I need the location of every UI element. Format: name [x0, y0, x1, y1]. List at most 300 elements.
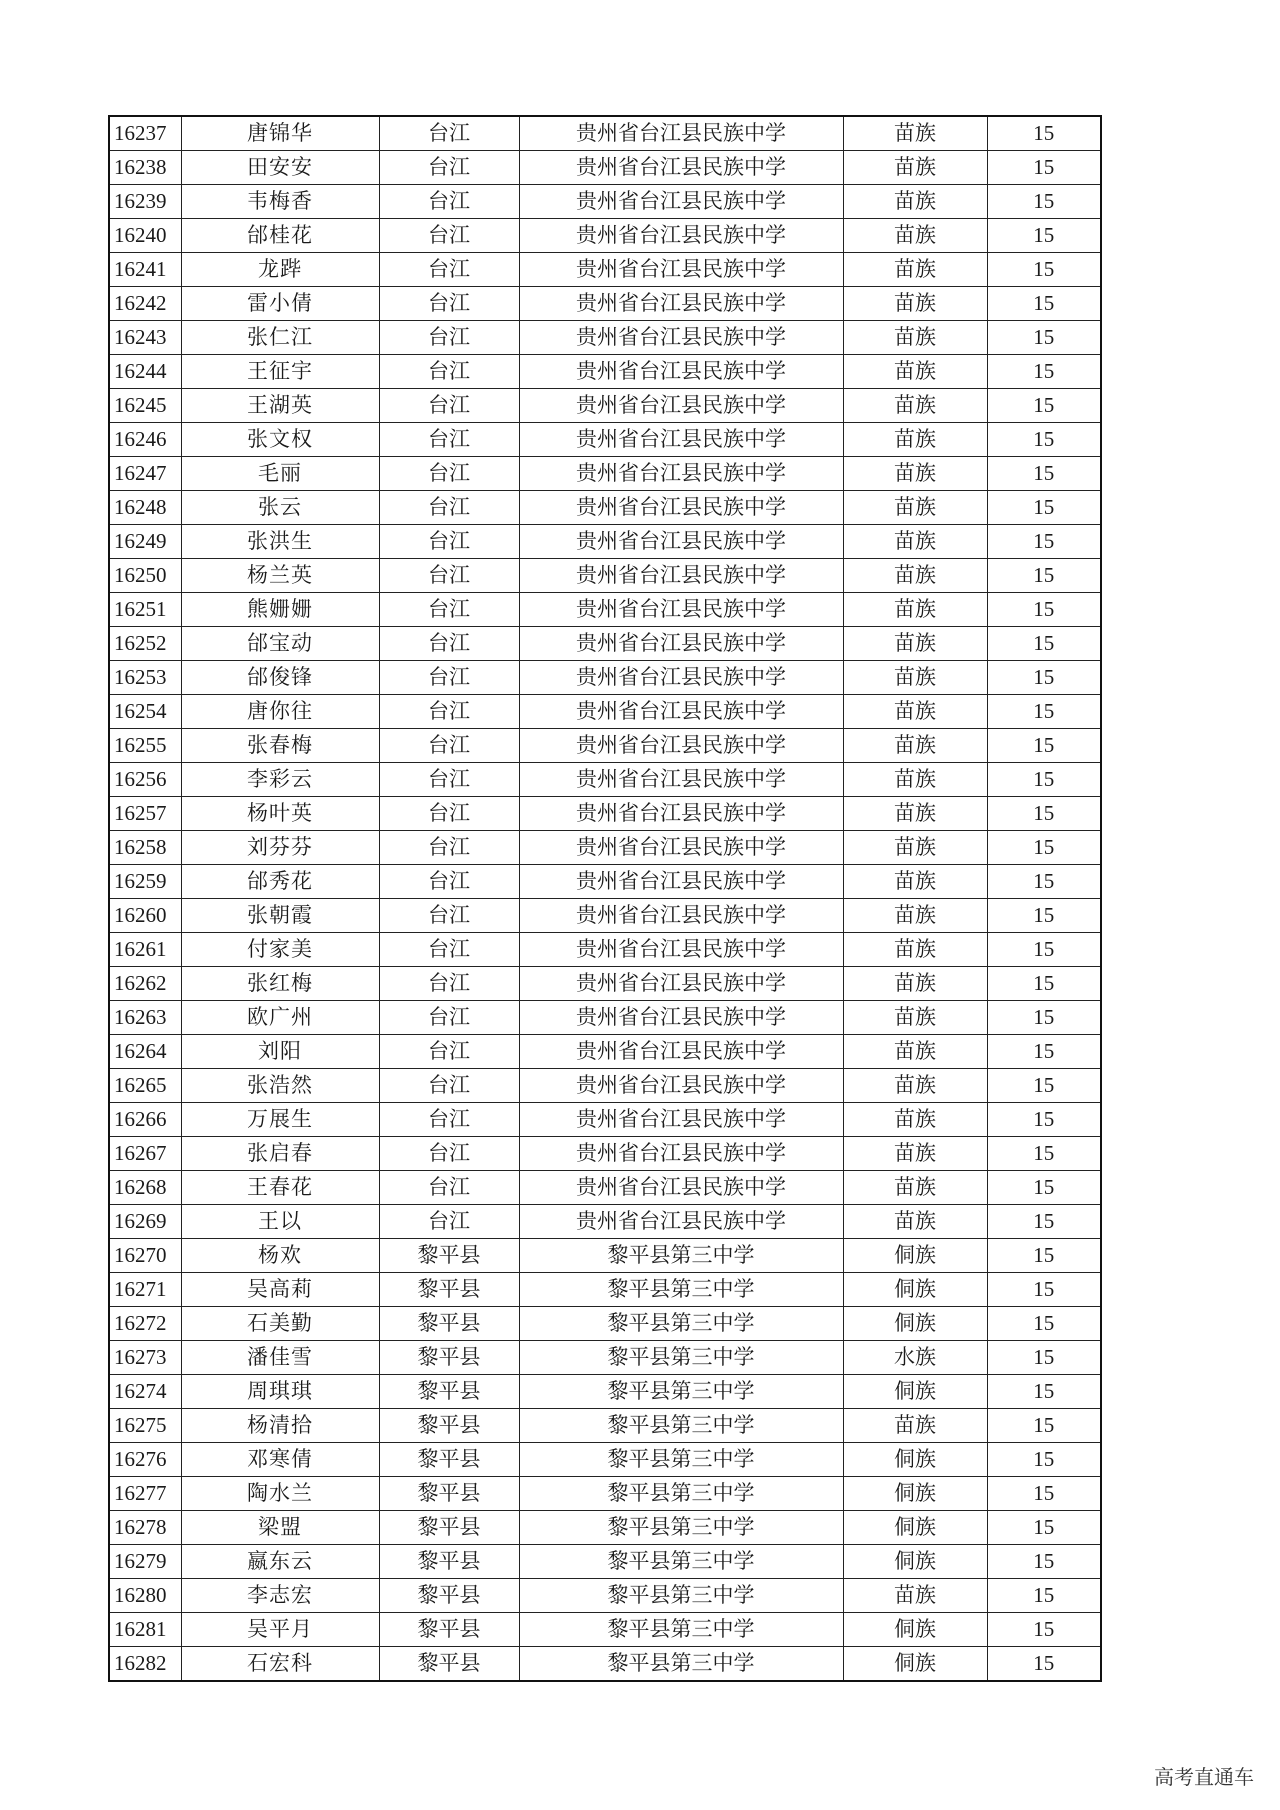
ethnicity-cell: 苗族: [843, 967, 987, 1001]
score-cell: 15: [987, 491, 1101, 525]
school-cell: 贵州省台江县民族中学: [519, 1001, 843, 1035]
county-cell: 台江: [379, 1069, 519, 1103]
name-cell: 吴平月: [181, 1613, 379, 1647]
county-cell: 台江: [379, 491, 519, 525]
county-cell: 黎平县: [379, 1273, 519, 1307]
ethnicity-cell: 苗族: [843, 899, 987, 933]
school-cell: 黎平县第三中学: [519, 1579, 843, 1613]
ethnicity-cell: 苗族: [843, 865, 987, 899]
table-row: [109, 525, 1101, 559]
serial-number-cell: 16247: [109, 457, 181, 491]
serial-number-cell: 16266: [109, 1103, 181, 1137]
school-cell: 贵州省台江县民族中学: [519, 525, 843, 559]
school-cell: 贵州省台江县民族中学: [519, 695, 843, 729]
table-row: [109, 1443, 1101, 1477]
ethnicity-cell: 苗族: [843, 831, 987, 865]
county-cell: 台江: [379, 899, 519, 933]
score-cell: 15: [987, 151, 1101, 185]
score-cell: 15: [987, 593, 1101, 627]
serial-number-cell: 16251: [109, 593, 181, 627]
school-cell: 黎平县第三中学: [519, 1477, 843, 1511]
serial-number-cell: 16277: [109, 1477, 181, 1511]
serial-number-cell: 16272: [109, 1307, 181, 1341]
name-cell: 杨兰英: [181, 559, 379, 593]
table-row: [109, 389, 1101, 423]
serial-number-cell: 16253: [109, 661, 181, 695]
name-cell: 唐你往: [181, 695, 379, 729]
ethnicity-cell: 苗族: [843, 287, 987, 321]
table-row: [109, 1341, 1101, 1375]
county-cell: 台江: [379, 219, 519, 253]
table-row: [109, 1477, 1101, 1511]
serial-number-cell: 16257: [109, 797, 181, 831]
table-row: [109, 423, 1101, 457]
school-cell: 贵州省台江县民族中学: [519, 151, 843, 185]
ethnicity-cell: 侗族: [843, 1477, 987, 1511]
county-cell: 台江: [379, 865, 519, 899]
table-row: [109, 1171, 1101, 1205]
name-cell: 邰秀花: [181, 865, 379, 899]
county-cell: 台江: [379, 627, 519, 661]
ethnicity-cell: 苗族: [843, 525, 987, 559]
table-row: [109, 1545, 1101, 1579]
ethnicity-cell: 苗族: [843, 1205, 987, 1239]
serial-number-cell: 16258: [109, 831, 181, 865]
name-cell: 周琪琪: [181, 1375, 379, 1409]
school-cell: 贵州省台江县民族中学: [519, 219, 843, 253]
school-cell: 黎平县第三中学: [519, 1239, 843, 1273]
serial-number-cell: 16242: [109, 287, 181, 321]
county-cell: 黎平县: [379, 1239, 519, 1273]
serial-number-cell: 16281: [109, 1613, 181, 1647]
county-cell: 台江: [379, 1137, 519, 1171]
name-cell: 王湖英: [181, 389, 379, 423]
table-row: [109, 1409, 1101, 1443]
county-cell: 台江: [379, 695, 519, 729]
score-cell: 15: [987, 1579, 1101, 1613]
serial-number-cell: 16265: [109, 1069, 181, 1103]
ethnicity-cell: 侗族: [843, 1613, 987, 1647]
county-cell: 台江: [379, 729, 519, 763]
serial-number-cell: 16240: [109, 219, 181, 253]
school-cell: 贵州省台江县民族中学: [519, 933, 843, 967]
score-cell: 15: [987, 1545, 1101, 1579]
table-row: [109, 865, 1101, 899]
score-cell: 15: [987, 1137, 1101, 1171]
ethnicity-cell: 侗族: [843, 1443, 987, 1477]
table-row: [109, 1307, 1101, 1341]
score-cell: 15: [987, 1613, 1101, 1647]
school-cell: 黎平县第三中学: [519, 1341, 843, 1375]
county-cell: 黎平县: [379, 1375, 519, 1409]
ethnicity-cell: 苗族: [843, 219, 987, 253]
name-cell: 田安安: [181, 151, 379, 185]
score-cell: 15: [987, 559, 1101, 593]
serial-number-cell: 16275: [109, 1409, 181, 1443]
table-row: [109, 219, 1101, 253]
name-cell: 龙跸: [181, 253, 379, 287]
ethnicity-cell: 苗族: [843, 559, 987, 593]
ethnicity-cell: 侗族: [843, 1307, 987, 1341]
county-cell: 黎平县: [379, 1341, 519, 1375]
ethnicity-cell: 苗族: [843, 389, 987, 423]
name-cell: 石宏科: [181, 1647, 379, 1682]
table-row: [109, 1035, 1101, 1069]
ethnicity-cell: 苗族: [843, 729, 987, 763]
ethnicity-cell: 侗族: [843, 1511, 987, 1545]
serial-number-cell: 16264: [109, 1035, 181, 1069]
name-cell: 张仁江: [181, 321, 379, 355]
school-cell: 贵州省台江县民族中学: [519, 661, 843, 695]
score-cell: 15: [987, 457, 1101, 491]
table-row: [109, 457, 1101, 491]
table-row: [109, 661, 1101, 695]
school-cell: 黎平县第三中学: [519, 1443, 843, 1477]
county-cell: 台江: [379, 525, 519, 559]
table-row: [109, 729, 1101, 763]
county-cell: 台江: [379, 457, 519, 491]
ethnicity-cell: 侗族: [843, 1375, 987, 1409]
ethnicity-cell: 苗族: [843, 185, 987, 219]
score-cell: 15: [987, 1375, 1101, 1409]
score-cell: 15: [987, 321, 1101, 355]
county-cell: 黎平县: [379, 1477, 519, 1511]
table-row: [109, 1273, 1101, 1307]
school-cell: 黎平县第三中学: [519, 1375, 843, 1409]
school-cell: 贵州省台江县民族中学: [519, 797, 843, 831]
score-cell: 15: [987, 661, 1101, 695]
ethnicity-cell: 侗族: [843, 1647, 987, 1682]
county-cell: 台江: [379, 593, 519, 627]
school-cell: 贵州省台江县民族中学: [519, 1069, 843, 1103]
serial-number-cell: 16269: [109, 1205, 181, 1239]
name-cell: 王春花: [181, 1171, 379, 1205]
county-cell: 台江: [379, 1103, 519, 1137]
roster-table-body: [109, 116, 1101, 1681]
table-row: [109, 933, 1101, 967]
county-cell: 黎平县: [379, 1613, 519, 1647]
school-cell: 贵州省台江县民族中学: [519, 423, 843, 457]
serial-number-cell: 16250: [109, 559, 181, 593]
score-cell: 15: [987, 627, 1101, 661]
table-row: [109, 763, 1101, 797]
county-cell: 台江: [379, 1035, 519, 1069]
school-cell: 贵州省台江县民族中学: [519, 287, 843, 321]
serial-number-cell: 16274: [109, 1375, 181, 1409]
school-cell: 贵州省台江县民族中学: [519, 1137, 843, 1171]
table-row: [109, 1103, 1101, 1137]
score-cell: 15: [987, 389, 1101, 423]
table-row: [109, 116, 1101, 151]
county-cell: 台江: [379, 797, 519, 831]
serial-number-cell: 16241: [109, 253, 181, 287]
ethnicity-cell: 苗族: [843, 423, 987, 457]
name-cell: 张启春: [181, 1137, 379, 1171]
name-cell: 万展生: [181, 1103, 379, 1137]
school-cell: 贵州省台江县民族中学: [519, 116, 843, 151]
serial-number-cell: 16282: [109, 1647, 181, 1682]
score-cell: 15: [987, 1511, 1101, 1545]
school-cell: 贵州省台江县民族中学: [519, 763, 843, 797]
name-cell: 张云: [181, 491, 379, 525]
table-row: [109, 559, 1101, 593]
name-cell: 刘芬芬: [181, 831, 379, 865]
county-cell: 黎平县: [379, 1545, 519, 1579]
ethnicity-cell: 苗族: [843, 933, 987, 967]
school-cell: 黎平县第三中学: [519, 1307, 843, 1341]
score-cell: 15: [987, 865, 1101, 899]
school-cell: 贵州省台江县民族中学: [519, 491, 843, 525]
name-cell: 张洪生: [181, 525, 379, 559]
score-cell: 15: [987, 1341, 1101, 1375]
ethnicity-cell: 苗族: [843, 661, 987, 695]
table-row: [109, 627, 1101, 661]
school-cell: 贵州省台江县民族中学: [519, 185, 843, 219]
score-cell: 15: [987, 831, 1101, 865]
table-row: [109, 967, 1101, 1001]
serial-number-cell: 16244: [109, 355, 181, 389]
serial-number-cell: 16238: [109, 151, 181, 185]
ethnicity-cell: 苗族: [843, 457, 987, 491]
score-cell: 15: [987, 1103, 1101, 1137]
serial-number-cell: 16278: [109, 1511, 181, 1545]
county-cell: 台江: [379, 763, 519, 797]
table-row: [109, 1239, 1101, 1273]
score-cell: 15: [987, 185, 1101, 219]
school-cell: 贵州省台江县民族中学: [519, 865, 843, 899]
serial-number-cell: 16245: [109, 389, 181, 423]
name-cell: 刘阳: [181, 1035, 379, 1069]
name-cell: 唐锦华: [181, 116, 379, 151]
score-cell: 15: [987, 933, 1101, 967]
school-cell: 黎平县第三中学: [519, 1647, 843, 1682]
ethnicity-cell: 苗族: [843, 1001, 987, 1035]
school-cell: 黎平县第三中学: [519, 1409, 843, 1443]
ethnicity-cell: 苗族: [843, 797, 987, 831]
ethnicity-cell: 苗族: [843, 1103, 987, 1137]
name-cell: 毛丽: [181, 457, 379, 491]
school-cell: 贵州省台江县民族中学: [519, 1103, 843, 1137]
table-row: [109, 253, 1101, 287]
serial-number-cell: 16249: [109, 525, 181, 559]
name-cell: 张浩然: [181, 1069, 379, 1103]
serial-number-cell: 16252: [109, 627, 181, 661]
school-cell: 贵州省台江县民族中学: [519, 831, 843, 865]
name-cell: 张文权: [181, 423, 379, 457]
name-cell: 熊姗姗: [181, 593, 379, 627]
roster-table: [108, 115, 1102, 1682]
table-row: [109, 321, 1101, 355]
serial-number-cell: 16246: [109, 423, 181, 457]
name-cell: 杨欢: [181, 1239, 379, 1273]
name-cell: 付家美: [181, 933, 379, 967]
county-cell: 台江: [379, 355, 519, 389]
county-cell: 台江: [379, 967, 519, 1001]
county-cell: 台江: [379, 389, 519, 423]
table-row: [109, 1069, 1101, 1103]
county-cell: 台江: [379, 116, 519, 151]
score-cell: 15: [987, 1477, 1101, 1511]
ethnicity-cell: 苗族: [843, 1171, 987, 1205]
county-cell: 黎平县: [379, 1579, 519, 1613]
serial-number-cell: 16267: [109, 1137, 181, 1171]
school-cell: 贵州省台江县民族中学: [519, 253, 843, 287]
score-cell: 15: [987, 116, 1101, 151]
serial-number-cell: 16239: [109, 185, 181, 219]
county-cell: 黎平县: [379, 1647, 519, 1682]
serial-number-cell: 16263: [109, 1001, 181, 1035]
name-cell: 杨清拾: [181, 1409, 379, 1443]
county-cell: 黎平县: [379, 1511, 519, 1545]
score-cell: 15: [987, 1171, 1101, 1205]
table-row: [109, 287, 1101, 321]
serial-number-cell: 16271: [109, 1273, 181, 1307]
table-row: [109, 1613, 1101, 1647]
name-cell: 潘佳雪: [181, 1341, 379, 1375]
score-cell: 15: [987, 219, 1101, 253]
score-cell: 15: [987, 797, 1101, 831]
ethnicity-cell: 苗族: [843, 1409, 987, 1443]
table-row: [109, 831, 1101, 865]
score-cell: 15: [987, 525, 1101, 559]
school-cell: 贵州省台江县民族中学: [519, 1205, 843, 1239]
county-cell: 台江: [379, 1205, 519, 1239]
score-cell: 15: [987, 763, 1101, 797]
score-cell: 15: [987, 899, 1101, 933]
table-row: [109, 1205, 1101, 1239]
serial-number-cell: 16260: [109, 899, 181, 933]
table-row: [109, 1001, 1101, 1035]
county-cell: 台江: [379, 933, 519, 967]
county-cell: 台江: [379, 559, 519, 593]
name-cell: 邰俊锋: [181, 661, 379, 695]
ethnicity-cell: 侗族: [843, 1545, 987, 1579]
score-cell: 15: [987, 967, 1101, 1001]
county-cell: 台江: [379, 321, 519, 355]
name-cell: 张红梅: [181, 967, 379, 1001]
score-cell: 15: [987, 1409, 1101, 1443]
table-row: [109, 899, 1101, 933]
school-cell: 贵州省台江县民族中学: [519, 457, 843, 491]
ethnicity-cell: 侗族: [843, 1239, 987, 1273]
name-cell: 邓寒倩: [181, 1443, 379, 1477]
ethnicity-cell: 苗族: [843, 627, 987, 661]
score-cell: 15: [987, 1069, 1101, 1103]
county-cell: 台江: [379, 1171, 519, 1205]
table-row: [109, 185, 1101, 219]
school-cell: 贵州省台江县民族中学: [519, 967, 843, 1001]
county-cell: 台江: [379, 1001, 519, 1035]
table-row: [109, 1579, 1101, 1613]
school-cell: 贵州省台江县民族中学: [519, 627, 843, 661]
ethnicity-cell: 苗族: [843, 253, 987, 287]
county-cell: 黎平县: [379, 1443, 519, 1477]
ethnicity-cell: 苗族: [843, 1069, 987, 1103]
school-cell: 贵州省台江县民族中学: [519, 389, 843, 423]
school-cell: 黎平县第三中学: [519, 1273, 843, 1307]
school-cell: 黎平县第三中学: [519, 1511, 843, 1545]
county-cell: 台江: [379, 185, 519, 219]
serial-number-cell: 16237: [109, 116, 181, 151]
county-cell: 台江: [379, 423, 519, 457]
name-cell: 张朝霞: [181, 899, 379, 933]
school-cell: 贵州省台江县民族中学: [519, 899, 843, 933]
name-cell: 邰桂花: [181, 219, 379, 253]
watermark-text: 高考直通车: [1154, 1765, 1254, 1789]
ethnicity-cell: 苗族: [843, 1137, 987, 1171]
name-cell: 王征宇: [181, 355, 379, 389]
score-cell: 15: [987, 253, 1101, 287]
ethnicity-cell: 苗族: [843, 321, 987, 355]
school-cell: 贵州省台江县民族中学: [519, 559, 843, 593]
ethnicity-cell: 水族: [843, 1341, 987, 1375]
county-cell: 台江: [379, 287, 519, 321]
name-cell: 杨叶英: [181, 797, 379, 831]
school-cell: 贵州省台江县民族中学: [519, 1035, 843, 1069]
county-cell: 台江: [379, 151, 519, 185]
name-cell: 陶水兰: [181, 1477, 379, 1511]
name-cell: 李彩云: [181, 763, 379, 797]
school-cell: 贵州省台江县民族中学: [519, 729, 843, 763]
ethnicity-cell: 苗族: [843, 763, 987, 797]
score-cell: 15: [987, 1647, 1101, 1682]
score-cell: 15: [987, 1273, 1101, 1307]
ethnicity-cell: 苗族: [843, 116, 987, 151]
county-cell: 黎平县: [379, 1307, 519, 1341]
name-cell: 王以: [181, 1205, 379, 1239]
school-cell: 贵州省台江县民族中学: [519, 321, 843, 355]
table-row: [109, 695, 1101, 729]
county-cell: 黎平县: [379, 1409, 519, 1443]
serial-number-cell: 16270: [109, 1239, 181, 1273]
table-row: [109, 593, 1101, 627]
serial-number-cell: 16273: [109, 1341, 181, 1375]
name-cell: 欧广州: [181, 1001, 379, 1035]
serial-number-cell: 16261: [109, 933, 181, 967]
score-cell: 15: [987, 695, 1101, 729]
school-cell: 黎平县第三中学: [519, 1545, 843, 1579]
name-cell: 雷小倩: [181, 287, 379, 321]
score-cell: 15: [987, 1307, 1101, 1341]
table-row: [109, 1647, 1101, 1682]
score-cell: 15: [987, 1035, 1101, 1069]
name-cell: 石美勤: [181, 1307, 379, 1341]
serial-number-cell: 16279: [109, 1545, 181, 1579]
serial-number-cell: 16276: [109, 1443, 181, 1477]
ethnicity-cell: 苗族: [843, 355, 987, 389]
serial-number-cell: 16254: [109, 695, 181, 729]
table-row: [109, 151, 1101, 185]
score-cell: 15: [987, 1001, 1101, 1035]
score-cell: 15: [987, 1205, 1101, 1239]
table-row: [109, 797, 1101, 831]
table-row: [109, 1375, 1101, 1409]
name-cell: 邰宝动: [181, 627, 379, 661]
ethnicity-cell: 苗族: [843, 695, 987, 729]
table-row: [109, 1137, 1101, 1171]
name-cell: 吴高莉: [181, 1273, 379, 1307]
school-cell: 黎平县第三中学: [519, 1613, 843, 1647]
name-cell: 韦梅香: [181, 185, 379, 219]
serial-number-cell: 16268: [109, 1171, 181, 1205]
score-cell: 15: [987, 287, 1101, 321]
school-cell: 贵州省台江县民族中学: [519, 1171, 843, 1205]
name-cell: 张春梅: [181, 729, 379, 763]
serial-number-cell: 16280: [109, 1579, 181, 1613]
name-cell: 梁盟: [181, 1511, 379, 1545]
ethnicity-cell: 苗族: [843, 151, 987, 185]
school-cell: 贵州省台江县民族中学: [519, 593, 843, 627]
